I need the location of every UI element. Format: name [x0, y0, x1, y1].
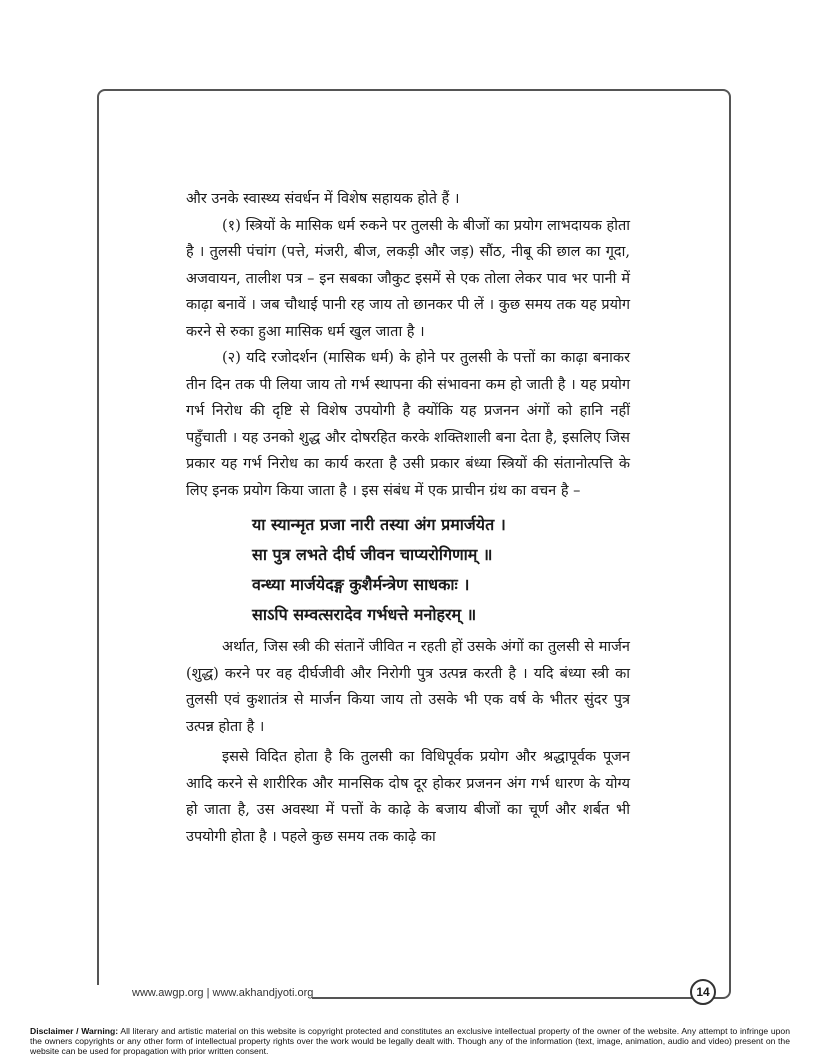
frame-gap-left — [95, 985, 135, 1009]
verse-line-1: या स्यान्मृत प्रजा नारी तस्या अंग प्रमार्जयेत । — [252, 515, 506, 534]
disclaimer-text: All literary and artistic material on this website is copyright protected and constitutes an exclusive intellectual property of the owner of the website. Any attempt to infringe upon the owners copyrights or any other form of intellectual property rights over the work would be legally dealt with. Though any of the information (text, image, animation, audio and video) present on the website can be used for propagation with prior written consent. — [30, 1026, 790, 1056]
verse-line-4: साऽपि सम्वत्सरादेव गर्भधत्ते मनोहरम् ॥ — [252, 605, 477, 624]
footer-divider — [312, 997, 690, 999]
footer-url[interactable]: www.awgp.org | www.akhandjyoti.org — [132, 987, 317, 999]
page-number-badge: 14 — [690, 979, 716, 1005]
disclaimer-label: Disclaimer / Warning: — [30, 1026, 119, 1036]
paragraph-3: अर्थात, जिस स्त्री की संतानें जीवित न रहती हों उसके अंगों का तुलसी से मार्जन (शुद्ध) करने पर वह दीर्घजीवी और निरोगी पुत्र उत्पन्न करती है । यदि बंध्या स्त्री का तुलसी एवं कुशातंत्र से मार्जन किया जाय तो उसके भी एक वर्ष के भीतर सुंदर पुत्र उत्पन्न होता है । — [186, 639, 630, 735]
verse-line-2: सा पुत्र लभते दीर्घ जीवन चाप्यरोगिणाम् ॥ — [252, 545, 493, 564]
paragraph-1: (१) स्त्रियों के मासिक धर्म रुकने पर तुलसी के बीजों का प्रयोग लाभदायक होता है । तुलसी पंचांग (पत्ते, मंजरी, बीज, लकड़ी और जड़) सौंठ, नीबू की छाल का गूदा, अजवायन, तालीश पत्र – इन सबका जौकुट इसमें से एक तोला लेकर पाव भर पानी में काढ़ा बनावें । जब चौथाई पानी रह जाय तो छानकर पी लें । कुछ समय तक यह प्रयोग करने से रुका हुआ मासिक धर्म खुल जाता है । — [186, 217, 630, 340]
intro-line: और उनके स्वास्थ्य संवर्धन में विशेष सहायक होते हैं । — [186, 191, 460, 207]
verse-line-3: वन्ध्या मार्जयेदङ्ग कुशैर्मन्त्रेण साधकाः । — [252, 575, 470, 594]
sanskrit-verse — [186, 510, 630, 630]
disclaimer — [30, 1026, 790, 1056]
page-content — [186, 186, 630, 850]
paragraph-2: (२) यदि रजोदर्शन (मासिक धर्म) के होने पर तुलसी के पत्तों का काढ़ा बनाकर तीन दिन तक पी लिया जाय तो गर्भ स्थापना की संभावना कम हो जाती है । यह प्रयोग गर्भ निरोध की दृष्टि से विशेष उपयोगी है क्योंकि यह प्रजनन अंगों को हानि नहीं पहुँचाती । यह उनको शुद्ध और दोषरहित करके शक्तिशाली बना देता है, इसलिए जिस प्रकार यह गर्भ निरोध का कार्य करता है उसी प्रकार बंध्या स्त्रियों की संतानोत्पत्ति के लिए इनक प्रयोग किया जाता है । इस संबंध में एक प्राचीन ग्रंथ का वचन है – — [186, 350, 630, 499]
paragraph-4: इससे विदित होता है कि तुलसी का विधिपूर्वक प्रयोग और श्रद्धापूर्वक पूजन आदि करने से शारीरिक और मानसिक दोष दूर होकर प्रजनन अंग गर्भ धारण के योग्य हो जाता है, उस अवस्था में पत्तों के काढ़े के बजाय बीजों का चूर्ण और शर्बत भी उपयोगी होता है । पहले कुछ समय तक काढ़े का — [186, 749, 630, 845]
